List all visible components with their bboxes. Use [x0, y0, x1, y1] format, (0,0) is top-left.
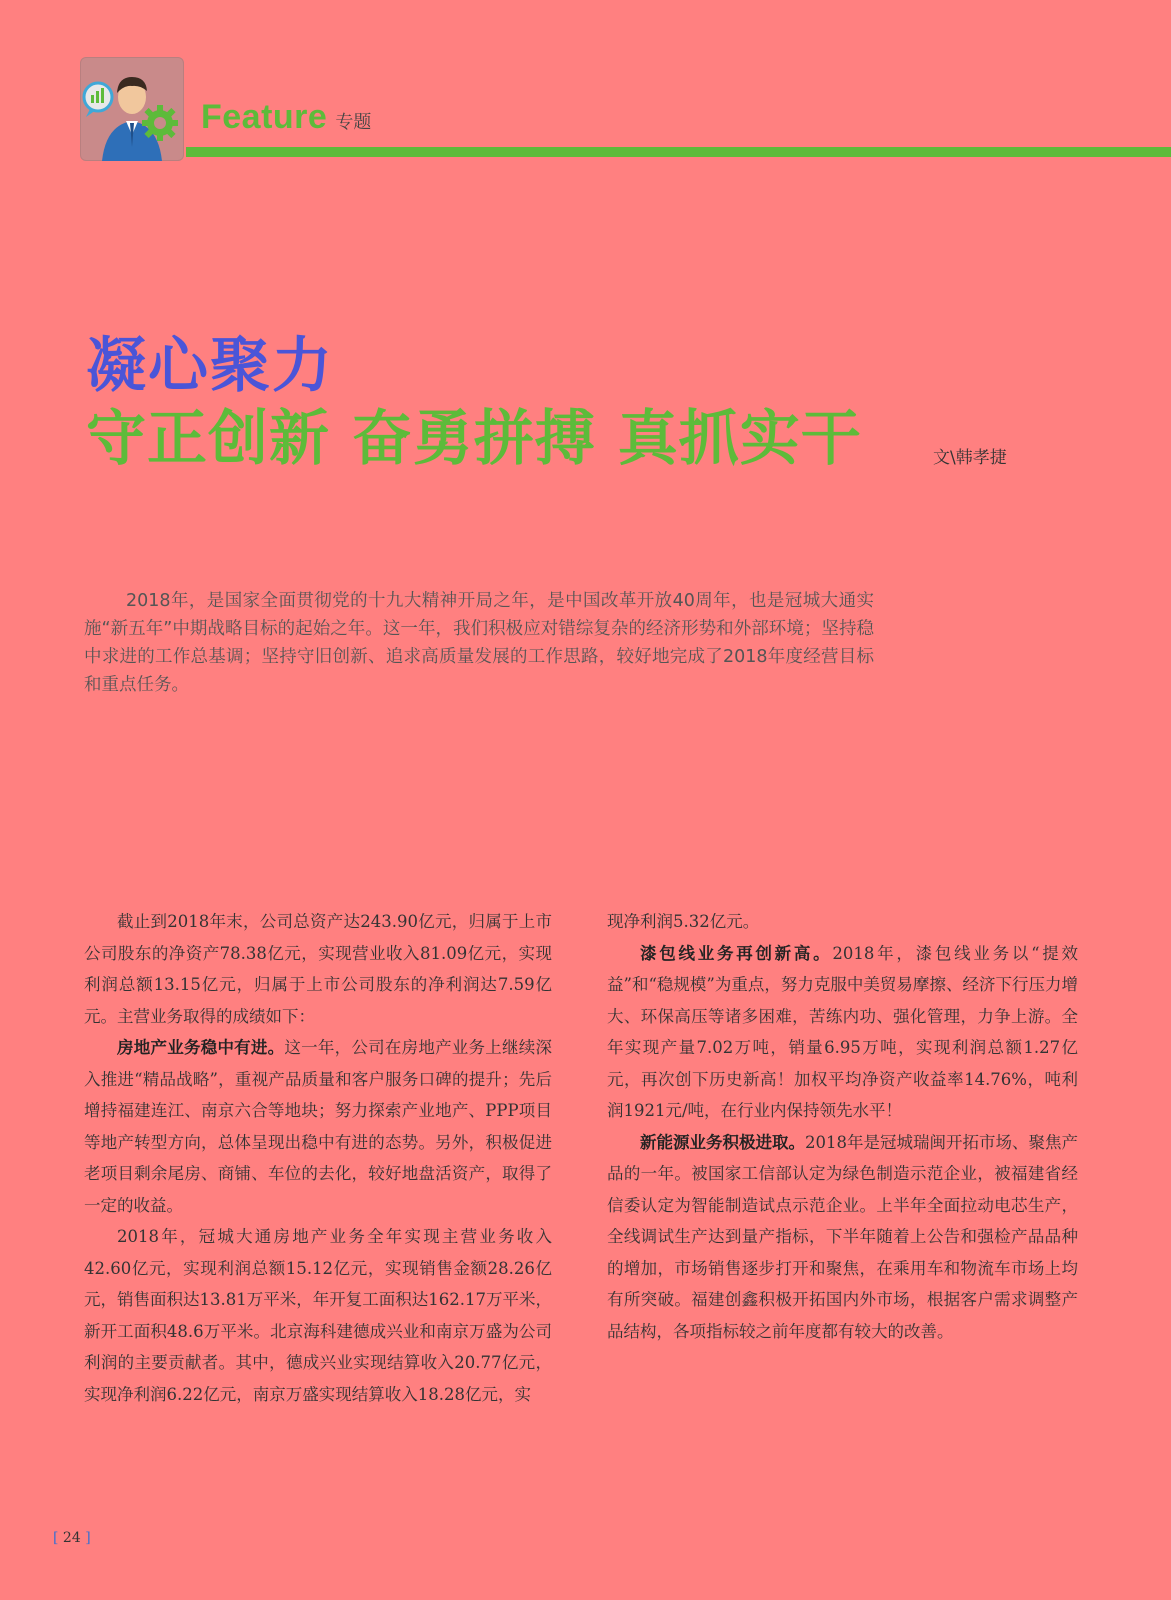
- page-number-bracket-close: ]: [85, 1530, 91, 1546]
- page-number: [53, 1530, 91, 1546]
- body-column-left: [84, 906, 552, 1410]
- article-title-line2: 守正创新 奋勇拼搏 真抓实干: [86, 404, 862, 474]
- section-logo: [80, 57, 184, 161]
- chat-bubble-icon: [84, 83, 112, 117]
- paragraph: [607, 1127, 1078, 1348]
- paragraph: [607, 938, 1078, 1127]
- paragraph-lead: 房地产业务稳中有进。: [117, 1038, 285, 1057]
- paragraph: [84, 1032, 552, 1221]
- paragraph-lead: 漆包线业务再创新高。: [640, 943, 833, 963]
- page-number-value: 24: [62, 1530, 81, 1546]
- page-number-bracket-open: [: [53, 1530, 59, 1546]
- article-byline: 文\韩孝捷: [933, 448, 1007, 468]
- section-label: [201, 98, 371, 137]
- article-title-line1: 凝心聚力: [86, 331, 334, 401]
- paragraph: 截止到2018年末，公司总资产达243.90亿元，归属于上市公司股东的净资产78.38亿元，实现营业收入81.09亿元，实现利润总额13.15亿元，归属于上市公司股东的净利润达7.59亿元。主营业务取得的成绩如下：: [84, 912, 552, 1026]
- body-column-right: [607, 906, 1078, 1347]
- paragraph: 2018年，冠城大通房地产业务全年实现主营业务收入42.60亿元，实现利润总额15.12亿元，实现销售金额28.26亿元，销售面积达13.81万平米，年开复工面积达162.17万平米，新开工面积48.6万平米。北京海科建德成兴业和南京万盛为公司利润的主要贡献者。其中，德成兴业实现结算收入20.77亿元，实现净利润6.22亿元，南京万盛实现结算收入18.28亿元，实: [84, 1227, 552, 1404]
- article-intro: 2018年，是国家全面贯彻党的十九大精神开局之年，是中国改革开放40周年，也是冠城大通实施“新五年”中期战略目标的起始之年。这一年，我们积极应对错综复杂的经济形势和外部环境；坚持稳中求进的工作总基调；坚持守旧创新、追求高质量发展的工作思路，较好地完成了2018年度经营目标和重点任务。: [84, 591, 874, 695]
- paragraph: 现净利润5.32亿元。: [607, 912, 760, 931]
- paragraph-body: 2018年是冠城瑞闽开拓市场、聚焦产品的一年。被国家工信部认定为绿色制造示范企业，被福建省经信委认定为智能制造试点示范企业。上半年全面拉动电芯生产，全线调试生产达到量产指标，下半年随着上公告和强检产品品种的增加，市场销售逐步打开和聚焦，在乘用车和物流车市场上均有所突破。福建创鑫积极开拓国内外市场，根据客户需求调整产品结构，各项指标较之前年度都有较大的改善。: [607, 1132, 1078, 1341]
- paragraph-body: 这一年，公司在房地产业务上继续深入推进“精品战略”，重视产品质量和客户服务口碑的提升；先后增持福建连江、南京六合等地块；努力探索产业地产、PPP项目等地产转型方向，总体呈现出稳中有进的态势。另外，积极促进老项目剩余尾房、商铺、车位的去化，较好地盘活资产，取得了一定的收益。: [84, 1038, 553, 1215]
- gear-icon: [142, 105, 178, 141]
- paragraph-body: 2018年，漆包线业务以“提效益”和“稳规模”为重点，努力克服中美贸易摩擦、经济下行压力增大、环保高压等诸多困难，苦练内功、强化管理，力争上游。全年实现产量7.02万吨，销量6.95万吨，实现利润总额1.27亿元，再次创下历史新高！加权平均净资产收益率14.76%，吨利润1921元/吨，在行业内保持领先水平！: [607, 943, 1079, 1120]
- section-label-en: Feature: [201, 98, 328, 136]
- paragraph-lead: 新能源业务积极进取。: [640, 1132, 805, 1152]
- header-rule: [186, 147, 1171, 157]
- section-label-cn: 专题: [335, 112, 372, 133]
